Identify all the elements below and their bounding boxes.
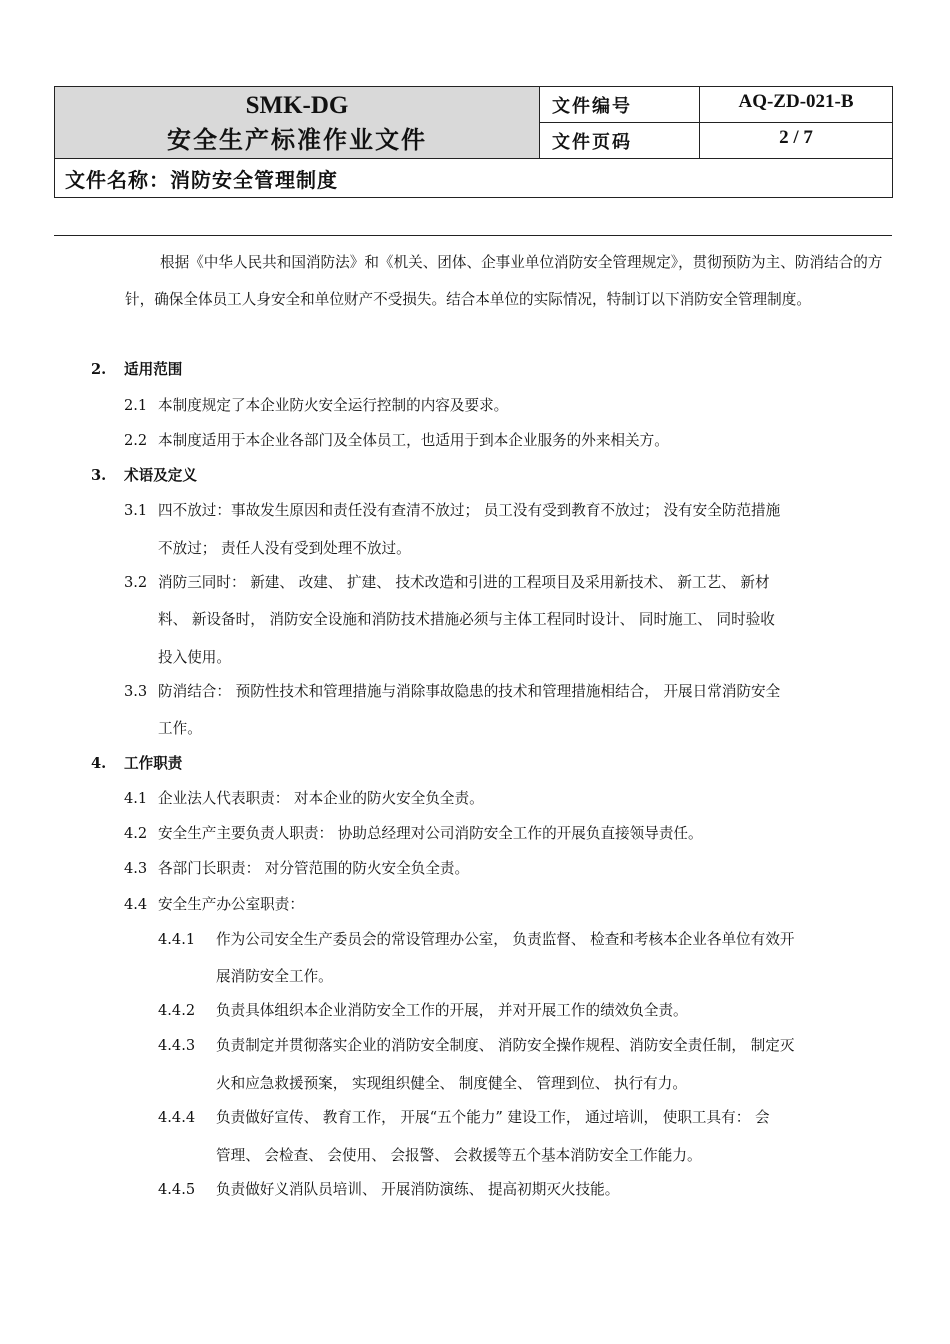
item-text: 四不放过：事故发生原因和责任没有查清不放过； 员工没有受到教育不放过； 没有安全防范措施 bbox=[158, 502, 781, 519]
list-item-continuation bbox=[0, 965, 950, 989]
item-text: 本制度适用于本企业各部门及全体员工，也适用于到本企业服务的外来相关方。 bbox=[158, 432, 669, 449]
document-header-table bbox=[54, 86, 893, 198]
item-number: 2.2 bbox=[124, 432, 148, 449]
list-item bbox=[0, 680, 950, 704]
item-text: 展消防安全工作。 bbox=[216, 968, 333, 985]
list-item-continuation bbox=[0, 646, 950, 670]
item-text: 料、 新设备时， 消防安全设施和消防技术措施必须与主体工程同时设计、 同时施工、 同时验收 bbox=[158, 611, 775, 628]
header-divider bbox=[54, 235, 892, 236]
section-number: 3. bbox=[91, 467, 107, 484]
document-name: 文件名称：消防安全管理制度 bbox=[55, 159, 893, 198]
list-item bbox=[0, 429, 950, 453]
item-text: 企业法人代表职责： 对本企业的防火安全负全责。 bbox=[158, 790, 484, 807]
item-text: 本制度规定了本企业防火安全运行控制的内容及要求。 bbox=[158, 397, 509, 414]
item-text: 防消结合： 预防性技术和管理措施与消除事故隐患的技术和管理措施相结合， 开展日常消防安全 bbox=[158, 683, 781, 700]
item-text: 负责做好义消队员培训、 开展消防演练、 提高初期灭火技能。 bbox=[216, 1181, 620, 1198]
item-text: 消防三同时： 新建、 改建、 扩建、 技术改造和引进的工程项目及采用新技术、 新工艺、 新材 bbox=[158, 574, 770, 591]
list-item-continuation bbox=[0, 1072, 950, 1096]
sub-list-item bbox=[0, 999, 950, 1023]
item-number: 4.4 bbox=[124, 896, 148, 913]
item-number: 3.3 bbox=[124, 683, 148, 700]
item-text: 不放过； 责任人没有受到处理不放过。 bbox=[158, 540, 411, 557]
item-number: 3.2 bbox=[124, 574, 148, 591]
list-item-continuation bbox=[0, 537, 950, 561]
item-text: 火和应急救援预案， 实现组织健全、 制度健全、 管理到位、 执行有力。 bbox=[216, 1075, 687, 1092]
list-item bbox=[0, 394, 950, 418]
item-number: 2.1 bbox=[124, 397, 148, 414]
sub-list-item bbox=[0, 1106, 950, 1130]
page-number-label: 文件页码 bbox=[540, 123, 700, 159]
doc-number-value: AQ-ZD-021-B bbox=[700, 87, 893, 123]
list-item bbox=[0, 499, 950, 523]
page-number-value: 2 / 7 bbox=[700, 123, 893, 159]
list-item bbox=[0, 822, 950, 846]
item-text: 管理、 会检查、 会使用、 会报警、 会救援等五个基本消防安全工作能力。 bbox=[216, 1147, 702, 1164]
section-title: 工作职责 bbox=[124, 755, 183, 772]
item-number: 4.2 bbox=[124, 825, 148, 842]
item-text: 安全生产主要负责人职责： 协助总经理对公司消防安全工作的开展负直接领导责任。 bbox=[158, 825, 703, 842]
sub-list-item bbox=[0, 1034, 950, 1058]
sub-list-item bbox=[0, 928, 950, 952]
item-text: 负责做好宣传、 教育工作， 开展“五个能力” 建设工作， 通过培训， 使职工具有： 会 bbox=[216, 1109, 770, 1126]
item-number: 4.4.3 bbox=[158, 1037, 196, 1054]
item-number: 4.4.1 bbox=[158, 931, 196, 948]
item-number: 3.1 bbox=[124, 502, 148, 519]
intro-paragraph: 根据《中华人民共和国消防法》和《机关、团体、企事业单位消防安全管理规定》，贯彻预防为主、防消结合的方针，确保全体员工人身安全和单位财产不受损失。结合本单位的实际情况，特制订以下消防安全管理制度。 bbox=[125, 254, 883, 308]
company-code: SMK-DG bbox=[245, 91, 349, 119]
item-text: 安全生产办公室职责： bbox=[158, 896, 304, 913]
list-item bbox=[0, 893, 950, 917]
list-item-continuation bbox=[0, 717, 950, 741]
item-text: 投入使用。 bbox=[158, 649, 231, 666]
doc-number-label: 文件编号 bbox=[540, 87, 700, 123]
list-item bbox=[0, 787, 950, 811]
section-number: 4. bbox=[91, 755, 107, 772]
item-number: 4.3 bbox=[124, 860, 148, 877]
item-number: 4.4.5 bbox=[158, 1181, 196, 1198]
document-type-title: 安全生产标准作业文件 bbox=[167, 124, 427, 154]
section-heading bbox=[0, 752, 950, 776]
list-item-continuation bbox=[0, 1144, 950, 1168]
section-heading bbox=[0, 358, 950, 382]
item-text: 作为公司安全生产委员会的常设管理办公室， 负责监督、 检查和考核本企业各单位有效开 bbox=[216, 931, 795, 948]
section-heading bbox=[0, 464, 950, 488]
item-text: 负责具体组织本企业消防安全工作的开展， 并对开展工作的绩效负全责。 bbox=[216, 1002, 688, 1019]
item-number: 4.4.2 bbox=[158, 1002, 196, 1019]
section-number: 2. bbox=[91, 361, 107, 378]
item-number: 4.4.4 bbox=[158, 1109, 196, 1126]
item-text: 负责制定并贯彻落实企业的消防安全制度、 消防安全操作规程、消防安全责任制， 制定灭 bbox=[216, 1037, 795, 1054]
list-item bbox=[0, 857, 950, 881]
list-item-continuation bbox=[0, 608, 950, 632]
item-text: 各部门长职责： 对分管范围的防火安全负全责。 bbox=[158, 860, 470, 877]
item-number: 4.1 bbox=[124, 790, 148, 807]
item-text: 工作。 bbox=[158, 720, 202, 737]
list-item bbox=[0, 571, 950, 595]
section-title: 适用范围 bbox=[124, 361, 183, 378]
section-title: 术语及定义 bbox=[124, 467, 197, 484]
document-title-cell bbox=[55, 87, 540, 159]
sub-list-item bbox=[0, 1178, 950, 1202]
